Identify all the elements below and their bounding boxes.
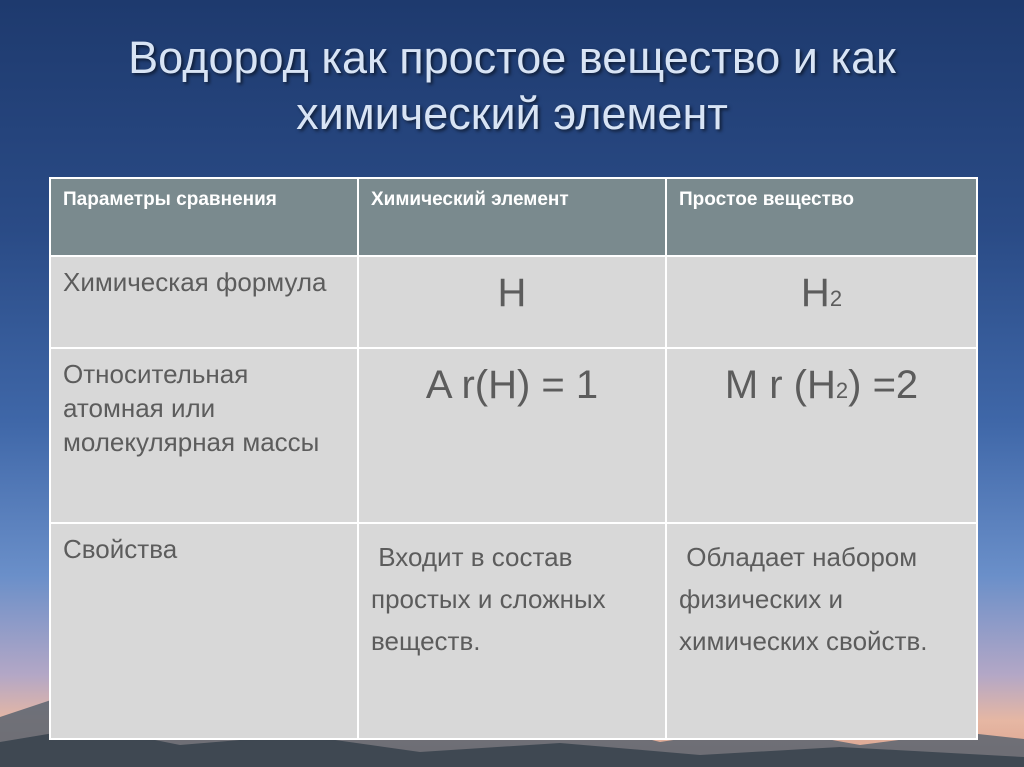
table-row <box>50 523 977 739</box>
slide-title <box>40 30 984 142</box>
element-properties: Входит в состав простых и сложных веществ. <box>358 523 666 739</box>
comparison-table <box>49 177 978 740</box>
element-formula: H <box>358 256 666 348</box>
substance-mass-suffix: ) =2 <box>848 363 919 407</box>
substance-formula-main: H <box>800 271 830 315</box>
header-element: Химический элемент <box>358 178 666 256</box>
row-param-mass: Относительная атомная или молекулярная массы <box>50 348 358 523</box>
row-param-formula: Химическая формула <box>50 256 358 348</box>
substance-mass-sub: 2 <box>835 378 849 403</box>
substance-properties: Обладает набором физических и химических свойств. <box>666 523 977 739</box>
substance-mass <box>666 348 977 523</box>
header-substance: Простое вещество <box>666 178 977 256</box>
substance-formula-sub: 2 <box>829 286 843 311</box>
title-line-1: Водород как простое вещество и как <box>128 32 896 83</box>
element-mass: A r(H) = 1 <box>358 348 666 523</box>
table-row <box>50 348 977 523</box>
table-header-row <box>50 178 977 256</box>
row-param-properties: Свойства <box>50 523 358 739</box>
header-parameters: Параметры сравнения <box>50 178 358 256</box>
substance-mass-prefix: M r (H <box>724 363 836 407</box>
substance-formula <box>666 256 977 348</box>
title-line-2: химический элемент <box>296 88 728 139</box>
table-row <box>50 256 977 348</box>
